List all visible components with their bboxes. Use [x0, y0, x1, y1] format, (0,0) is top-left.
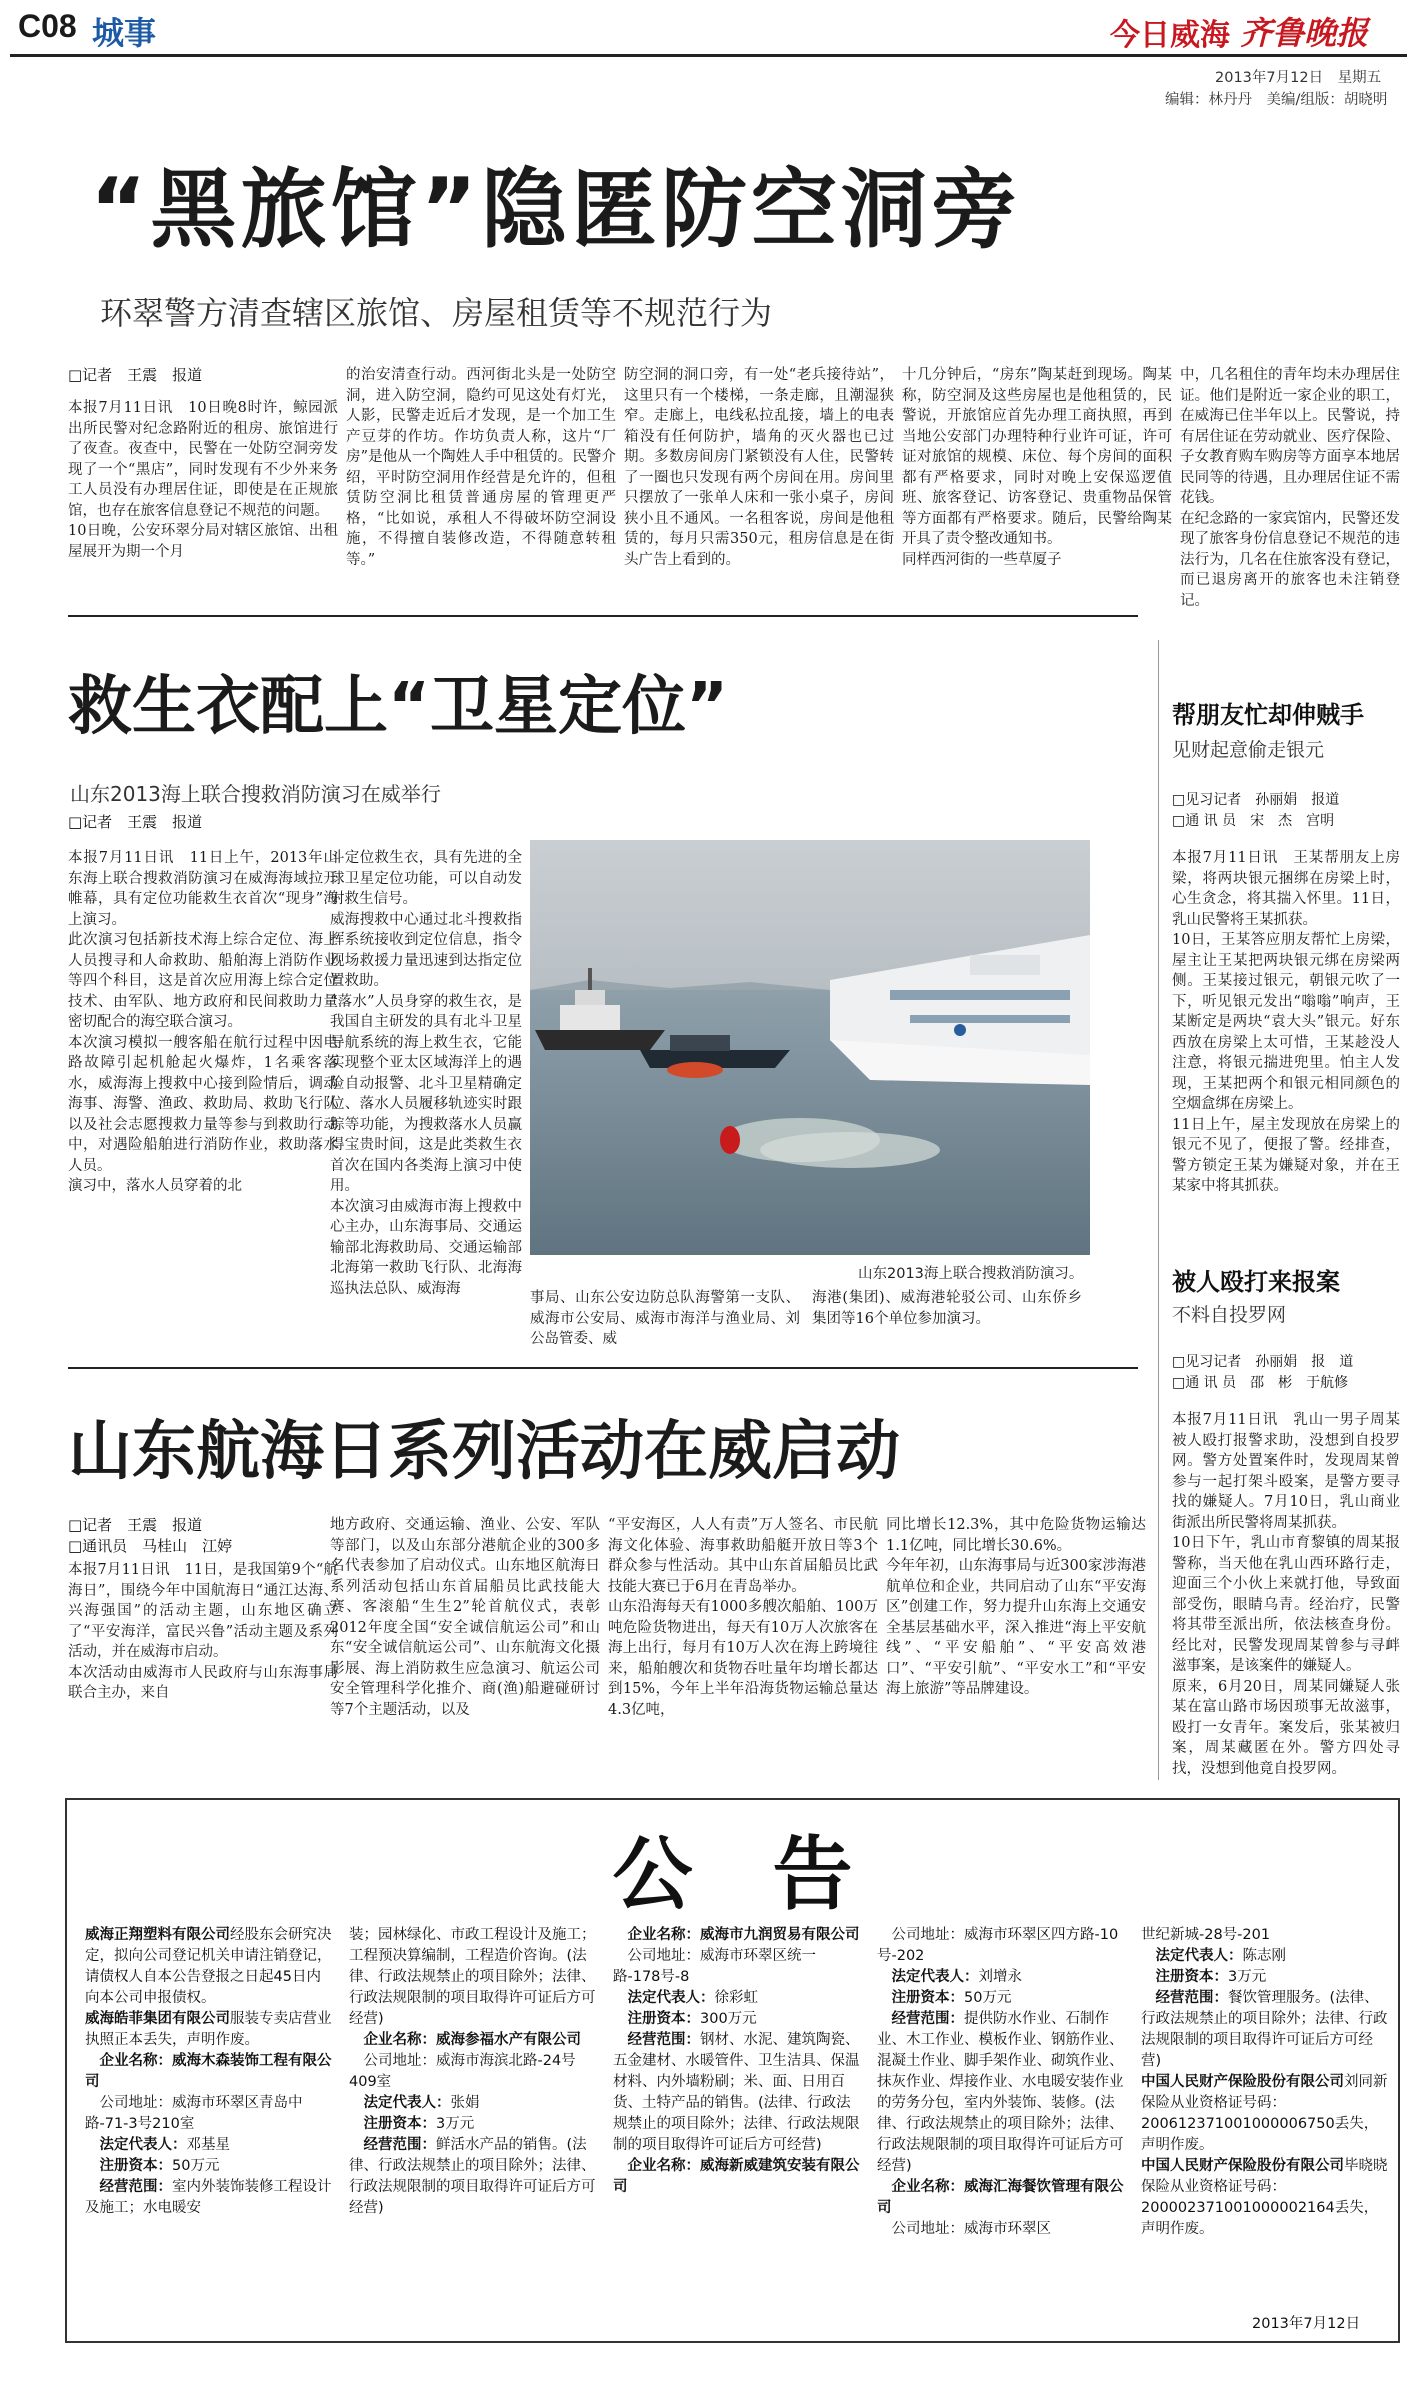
byline-correspondent: □通讯员 马桂山 江婷 — [68, 1537, 233, 1555]
article1-divider — [68, 615, 1138, 617]
page-header — [0, 0, 1417, 118]
side1-byline — [1172, 790, 1339, 832]
flare — [720, 1126, 740, 1154]
byline-text: □记者 王震 报道 — [68, 366, 203, 384]
side1-body: 本报7月11日讯 王某帮朋友上房梁，将两块银元捆绑在房梁上时，心生贪念，将其揣入怀里。11日，乳山民警将王某抓获。 10日，王某答应朋友帮忙上房梁，屋主让王某把两块银元绑在房梁两侧。王某接过银元，朝银元吹了一下，听见银元发出“嗡嗡”响声，王某断定是两块“袁大头”银元。好东西放在房梁上太可惜，王某趁没人注意，将银元揣进兜里。怕主人发现，王某把两个和银元相同颜色的空烟盒绑在房梁上。 11日上午，屋主发现放在房梁上的银元不见了，便报了警。经排查，警方锁定王某为嫌疑对象，并在王某家中将其抓获。 — [1172, 850, 1400, 1194]
notice-col5: 世纪新城-28号-201 法定代表人：陈志刚 注册资本：3万元 经营范围：餐饮管理服务。(法律、行政法规禁止的项目除外；法律、行政法规限制的项目取得许可证后方可经营) 中国人民财产保险股份有限公司刘同新保险从业资格证号码：200612371001000006750丢失，声明作废。 中国人民财产保险股份有限公司毕晓晓保险从业资格证号码：200002371001000002164丢失，声明作废。 — [1141, 1927, 1388, 2237]
notice-title: 公 告 — [612, 1827, 853, 1921]
notice-col2: 装；园林绿化、市政工程设计及施工；工程预决算编制，工程造价咨询。(法律、行政法规禁止的项目除外；法律、行政法规限制的项目取得许可证后方可经营) 企业名称：威海参福水产有限公司 公司地址：威海市海滨北路-24号409室 法定代表人：张娟 注册资本：3万元 经营范围：鲜活水产品的销售。(法律、行政法规禁止的项目除外；法律、行政法规限制的项目取得许可证后方可经营) — [349, 1927, 596, 2216]
byline-text: □记者 王震 报道 — [68, 813, 203, 831]
notice-col1: 威海正翔塑料有限公司经股东会研究决定，拟向公司登记机关申请注销登记，请债权人自本公告登报之日起45日内向本公司申报债权。 威海皓菲集团有限公司服装专卖店营业执照正本丢失，声明作废。 企业名称：威海木森装饰工程有限公司 公司地址：威海市环翠区青岛中路-71-3号210室 法定代表人：邓基星 注册资本：50万元 经营范围：室内外装饰装修工程设计及施工；水电暖安 — [85, 1927, 332, 2216]
article1-title: “黑旅馆”隐匿防空洞旁 — [90, 160, 1022, 260]
photo-caption: 山东2013海上联合搜救消防演习。 — [858, 1266, 1084, 1282]
article2-title: 救生衣配上“卫星定位” — [68, 670, 729, 744]
side1-subtitle: 见财起意偷走银元 — [1172, 739, 1325, 761]
sidebar-divider — [1158, 640, 1159, 1780]
issue-date: 2013年7月12日 星期五 — [1215, 70, 1382, 86]
rescue-raft — [667, 1062, 723, 1078]
rescue-drill-photo — [530, 840, 1090, 1255]
byline-reporter: □记者 王震 报道 — [68, 1516, 203, 1534]
side2-body: 本报7月11日讯 乳山一男子周某被人殴打报警求助，没想到自投罗网。警方处置案件时，发现周某曾参与一起打架斗殴案，是警方要寻找的嫌疑人。7月10日，乳山商业街派出所民警将周某抓获。 10日下午，乳山市育黎镇的周某报警称，当天他在乳山西环路行走，迎面三个小伙上来就打他，导致面部受伤，眼睛乌青。经治疗，民警将其带至派出所，依法核查身份。经比对，民警发现周某曾参与寻衅滋事案，是该案件的嫌疑人。 原来，6月20日，周某同嫌疑人张某在富山路市场因琐事无故滋事，殴打一女青年。案发后，张某被归案，周某藏匿在外。警方四处寻找，没想到他竟自投罗网。 — [1172, 1412, 1400, 1777]
byline-reporter: □见习记者 孙丽娟 报道 — [1172, 792, 1340, 808]
article2-col3: 事局、山东公安边防总队海警第一支队、威海市公安局、威海市海洋与渔业局、刘公岛管委、威 — [530, 1290, 800, 1347]
notice-col4: 公司地址：威海市环翠区四方路-10号-202 法定代表人：刘增永 注册资本：50万元 经营范围：提供防水作业、石制作业、木工作业、模板作业、钢筋作业、混凝土作业、脚手架作业、砌筑作业、抹灰作业、焊接作业、水电暖安装作业的劳务分包，室内外装饰、装修。(法律、行政法规禁止的项目除外；法律、行政法规限制的项目取得许可证后方可经营) 企业名称：威海汇海餐饮管理有限公司 公司地址：威海市环翠区 — [877, 1927, 1124, 2237]
article1-subtitle: 环翠警方清查辖区旅馆、房屋租赁等不规范行为 — [100, 294, 773, 332]
rescue-drill-photo-image — [530, 840, 1090, 1255]
article2-divider — [68, 1367, 1138, 1369]
editor-credits: 编辑：林丹丹 美编/组版：胡晓明 — [1165, 92, 1388, 108]
article2-col1: 本报7月11日讯 11日上午，2013年山东海上联合搜救消防演习在威海海域拉开帷幕，具有定位功能救生衣首次“现身”海上演习。 此次演习包括新技术海上综合定位、海上人员搜寻和人命救助、船舶海上消防作业等四个科目，这是首次应用海上综合定位技术、由军队、地方政府和民间救助力量密切配合的海空联合演习。 本次演习模拟一艘客船在航行过程中因电路故障引起机舱起火爆炸，1名乘客落水，威海海上搜救中心接到险情后，调动海事、海警、渔政、救助局、救助飞行队以及社会志愿搜救力量等参与到救助行动中，对遇险船舶进行消防作业，救助落水人员。 演习中，落水人员穿着的北 — [68, 850, 338, 1194]
notice-date: 2013年7月12日 — [1252, 2316, 1361, 2332]
article1-byline — [68, 365, 202, 386]
article1-col1: 本报7月11日讯 10日晚8时许，鲸园派出所民警对纪念路附近的租房、旅馆进行了夜查。夜查中，民警在一处防空洞旁发现了一个“黑店”，同时发现有不少外来务工人员没有办理居住证，即使是在正规旅馆，也存在旅客信息登记不规范的问题。 10日晚，公安环翠分局对辖区旅馆、出租屋展开为期一个月 — [68, 400, 338, 560]
article3-col3: “平安海区，人人有责”万人签名、市民航海文化体验、海事救助船艇开放日等3个群众参与性活动。其中山东首届船员比武技能大赛已于6月在青岛举办。 山东沿海每天有1000多艘次船舶、100万吨危险货物进出，每天有10万人次旅客在海上出行，每月有10万人次在海上跨境往来，船舶艘次和货物吞吐量年均增长都达到15%，今年上半年沿海货物运输总量达4.3亿吨， — [608, 1517, 878, 1718]
article2-byline — [68, 812, 202, 833]
article1-col3: 防空洞的洞口旁，有一处“老兵接待站”，这里只有一个楼梯，一条走廊，且潮湿狭窄。走廊上，电线私拉乱接，墙上的电表箱没有任何防护，墙角的灭火器也已过期。多数房间房门紧锁没有人住，民警转了一圈也只发现有两个房间在用。房间里只摆放了一张单人床和一张小桌子，房间狭小且不通风。一名租客说，房间是他租赁的，每月只需350元，租房信息是在街头广告上看到的。 — [624, 367, 894, 568]
article3-col4: 同比增长12.3%，其中危险货物运输达1.1亿吨，同比增长30.6%。 今年年初，山东海事局与近300家涉海港航单位和企业，共同启动了山东“平安海区”创建工作，努力提升山东海上交通安全基层基础水平，深入推进“海上平安航线”、“平安船舶”、“平安高效港口”、“平安引航”、“平安水工”和“平安海上旅游”等品牌建设。 — [886, 1517, 1146, 1697]
article3-col1: 本报7月11日讯 11日，是我国第9个“航海日”，围绕今年中国航海日“通江达海、兴海强国”的活动主题，山东地区确立了“平安海洋，富民兴鲁”活动主题及系列活动，并在威海市启动。 本次活动由威海市人民政府与山东海事局联合主办，来自 — [68, 1562, 338, 1701]
brand-paper-logo: 齐鲁晚报 — [1240, 14, 1369, 52]
page-code: C08 — [18, 8, 77, 44]
side2-title: 被人殴打来报案 — [1172, 1268, 1340, 1296]
side2-byline — [1172, 1352, 1353, 1394]
side1-title: 帮朋友忙却伸贼手 — [1172, 701, 1364, 729]
article2-subtitle: 山东2013海上联合搜救消防演习在威举行 — [70, 782, 441, 806]
article1-col2: 的治安清查行动。西河街北头是一处防空洞，进入防空洞，隐约可见这处有灯光，人影，民警走近后才发现，是一个加工生产豆芽的作坊。作坊负责人称，这片“厂房”是他从一个陶姓人手中租赁的。民警介绍，平时防空洞用作经营是允许的，但租赁防空洞比租赁普通房屋的管理更严格，“比如说，承租人不得破坏防空洞设施，不得擅自装修改造，不得随意转租等。” — [346, 367, 616, 568]
brand-name: 今日威海 — [1110, 18, 1230, 53]
article1-col5: 中，几名租住的青年均未办理居住证。他们是附近一家企业的职工，在威海已住半年以上。民警说，持有居住证在劳动就业、医疗保险、子女教育购车购房等方面享本地居民同等的待遇，且办理居住证不需花钱。 在纪念路的一家宾馆内，民警还发现了旅客身份信息登记不规范的违法行为，几名在住旅客没有登记，而已退房离开的旅客也未注销登记。 — [1180, 367, 1400, 609]
article2-col4: 海港(集团)、威海港轮驳公司、山东侨乡集团等16个单位参加演习。 — [812, 1290, 1082, 1327]
article3-title: 山东航海日系列活动在威启动 — [68, 1415, 900, 1489]
byline-correspondent: □通 讯 员 邵 彬 于航修 — [1172, 1375, 1349, 1391]
side2-subtitle: 不料自投罗网 — [1172, 1304, 1287, 1326]
article3-byline — [68, 1515, 232, 1557]
header-rule — [10, 54, 1407, 57]
section-name: 城事 — [92, 14, 157, 52]
article2-col2: 斗定位救生衣，具有先进的全球卫星定位功能，可以自动发射救生信号。 威海搜救中心通过北斗搜救指挥系统接收到定位信息，指令现场救援力量迅速到达指定位置救助。 “落水”人员身穿的救生衣，是我国自主研发的具有北斗卫星导航系统的海上救生衣，它能实现整个亚太区域海洋上的遇险自动报警、北斗卫星精确定位、落水人员履移轨迹实时跟踪等功能，为搜救落水人员赢得宝贵时间，这是此类救生衣首次在国内各类海上演习中使用。 本次演习由威海市海上搜救中心主办，山东海事局、交通运输部北海救助局、交通运输部北海第一救助飞行队、北海海巡执法总队、威海海 — [330, 850, 522, 1297]
notice-col3: 企业名称：威海市九润贸易有限公司 公司地址：威海市环翠区统一路-178号-8 法定代表人：徐彩虹 注册资本：300万元 经营范围：钢材、水泥、建筑陶瓷、五金建材、水暖管件、卫生洁具、保温材料、内外墙粉刷；米、面、日用百货、土特产品的销售。(法律、行政法规禁止的项目除外；法律、行政法规限制的项目取得许可证后方可经营) 企业名称：威海新威建筑安装有限公司 — [613, 1927, 860, 2195]
article1-col4: 十几分钟后，“房东”陶某赶到现场。陶某称，防空洞及这些房屋也是他租赁的，民警说，开旅馆应首先办理工商执照，再到当地公安部门办理特种行业许可证，许可证对旅馆的规模、床位、每个房间的面积都有严格要求，同时对晚上安保巡逻值班、旅客登记、访客登记、贵重物品保管等方面都有严格要求。随后，民警给陶某开具了责令整改通知书。 同样西河街的一些草厦子 — [902, 367, 1172, 568]
byline-reporter: □见习记者 孙丽娟 报 道 — [1172, 1354, 1354, 1370]
notice-box — [65, 1798, 1400, 2343]
byline-correspondent: □通 讯 员 宋 杰 宫明 — [1172, 813, 1335, 829]
article3-col2: 地方政府、交通运输、渔业、公安、军队等部门，以及山东部分港航企业的300多名代表参加了启动仪式。山东地区航海日系列活动包括山东首届船员比武技能大赛、客滚船“生生2”轮首航仪式，表彰2012年度全国“安全诚信航运公司”和山东“安全诚信航运公司”、山东航海文化摄影展、海上消防救生应急演习、航运公司安全管理科学化推介、商(渔)船避碰研讨等7个主题活动，以及 — [330, 1517, 600, 1718]
